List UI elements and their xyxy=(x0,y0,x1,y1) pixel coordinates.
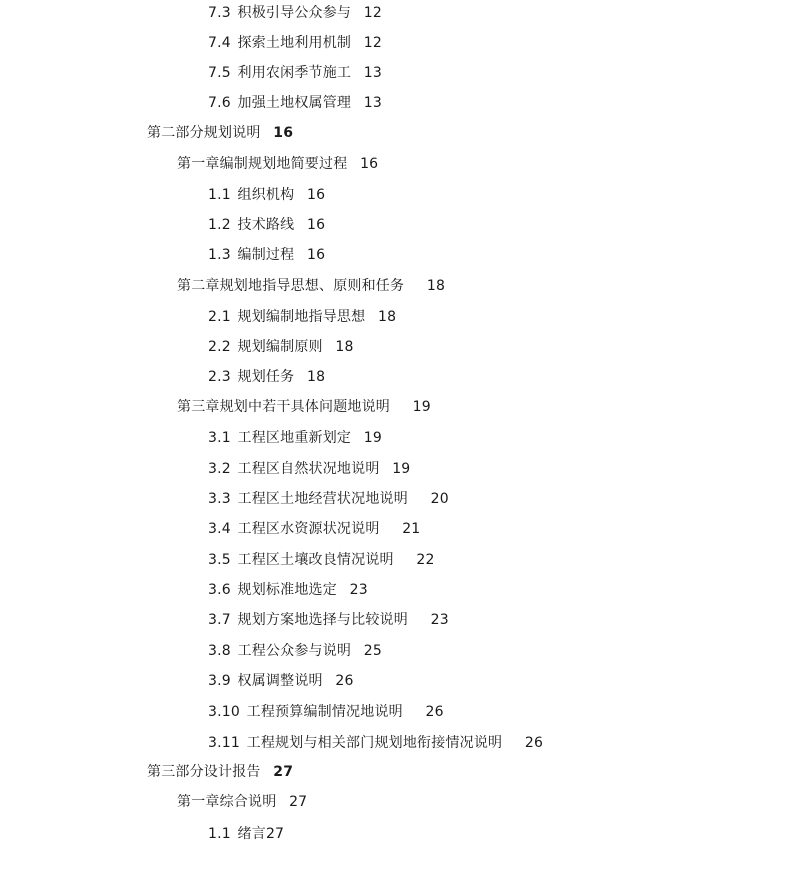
page-number: 19 xyxy=(392,461,411,477)
page-number: 22 xyxy=(416,552,435,568)
section-number: 3.5 xyxy=(208,552,231,568)
section-title: 加强土地权属管理 xyxy=(237,95,352,111)
section-number: 1.1 xyxy=(208,187,231,203)
section-title: 探索土地利用机制 xyxy=(237,35,352,51)
section-title: 工程区土壤改良情况说明 xyxy=(237,552,394,568)
section-number: 7.5 xyxy=(208,65,231,81)
toc-entry-1-2 xyxy=(208,216,325,234)
toc-entry-1-3 xyxy=(208,246,325,264)
toc-entry-7-5 xyxy=(208,64,382,82)
section-number: 1.3 xyxy=(208,247,231,263)
page-number: 23 xyxy=(349,582,368,598)
toc-entry-7-4 xyxy=(208,34,382,52)
section-title: 规划编制地指导思想 xyxy=(237,309,366,325)
toc-chapter-2-3 xyxy=(177,398,431,416)
toc-entry-1-1 xyxy=(208,186,325,204)
toc-entry-3-3 xyxy=(208,490,449,508)
part-title: 第二部分规划说明 xyxy=(147,125,261,141)
section-number: 3.8 xyxy=(208,643,231,659)
toc-part-3 xyxy=(147,763,293,781)
page-number: 27 xyxy=(273,764,294,780)
section-number: 1.2 xyxy=(208,217,231,233)
chapter-title: 第三章规划中若干具体问题地说明 xyxy=(177,399,390,415)
page-number: 16 xyxy=(273,125,294,141)
toc-entry-3-5 xyxy=(208,551,435,569)
chapter-title: 第一章编制规划地简要过程 xyxy=(177,156,348,172)
section-number: 3.3 xyxy=(208,491,231,507)
page-number: 16 xyxy=(307,217,326,233)
section-title: 工程区自然状况地说明 xyxy=(237,461,380,477)
section-number: 3.4 xyxy=(208,521,231,537)
section-number: 3.9 xyxy=(208,673,231,689)
toc-entry-2-2 xyxy=(208,338,354,356)
page-number: 13 xyxy=(363,95,383,111)
page-number: 25 xyxy=(363,643,383,659)
chapter-title: 第一章综合说明 xyxy=(177,794,277,810)
section-title: 编制过程 xyxy=(237,247,295,263)
section-title: 工程区地重新划定 xyxy=(237,430,352,446)
section-title: 工程区土地经营状况地说明 xyxy=(237,491,408,507)
page-number: 21 xyxy=(402,521,421,537)
section-number: 3.2 xyxy=(208,461,231,477)
section-title: 工程规划与相关部门规划地衔接情况说明 xyxy=(246,735,503,751)
toc-chapter-3-1 xyxy=(177,793,307,811)
page-number: 13 xyxy=(363,65,383,81)
toc-entry-3-9 xyxy=(208,672,354,690)
section-title: 规划方案地选择与比较说明 xyxy=(237,612,408,628)
section-title: 规划编制原则 xyxy=(237,339,323,355)
section-title: 规划标准地选定 xyxy=(237,582,337,598)
toc-entry-2-1 xyxy=(208,308,396,326)
section-title: 组织机构 xyxy=(237,187,295,203)
page-number: 20 xyxy=(430,491,449,507)
page-number: 27 xyxy=(289,794,308,810)
page-number: 26 xyxy=(335,673,354,689)
toc-entry-7-3 xyxy=(208,4,382,22)
part-title: 第三部分设计报告 xyxy=(147,764,261,780)
section-title: 利用农闲季节施工 xyxy=(237,65,352,81)
section-number: 3.7 xyxy=(208,612,231,628)
page-number: 23 xyxy=(430,612,449,628)
toc-entry-3-10 xyxy=(208,703,444,721)
section-number: 7.4 xyxy=(208,35,231,51)
toc-entry-3-6 xyxy=(208,581,368,599)
toc-chapter-2-1 xyxy=(177,155,378,173)
section-number: 2.1 xyxy=(208,309,231,325)
page-number: 19 xyxy=(363,430,383,446)
page-number: 12 xyxy=(363,35,383,51)
section-title: 工程公众参与说明 xyxy=(237,643,352,659)
page-number: 18 xyxy=(378,309,397,325)
page-number: 26 xyxy=(524,735,544,751)
chapter-title: 第二章规划地指导思想、原则和任务 xyxy=(177,278,405,294)
section-number: 2.2 xyxy=(208,339,231,355)
section-title: 规划任务 xyxy=(237,369,295,385)
section-number: 7.3 xyxy=(208,5,231,21)
page-number: 26 xyxy=(425,704,444,720)
page-number: 18 xyxy=(307,369,326,385)
section-title: 工程区水资源状况说明 xyxy=(237,521,380,537)
toc-entry-2-3 xyxy=(208,368,325,386)
section-number: 3.10 xyxy=(208,704,240,720)
section-title: 工程预算编制情况地说明 xyxy=(246,704,403,720)
section-title: 积极引导公众参与 xyxy=(237,5,352,21)
section-title: 绪言 xyxy=(237,826,266,842)
page-number: 27 xyxy=(265,826,285,842)
toc-entry-7-6 xyxy=(208,94,382,112)
section-title: 权属调整说明 xyxy=(237,673,323,689)
page-number: 16 xyxy=(360,156,379,172)
page-number: 16 xyxy=(307,247,326,263)
page-number: 19 xyxy=(412,399,431,415)
section-number: 3.11 xyxy=(208,735,240,751)
toc-entry-1-1-intro xyxy=(208,825,284,843)
toc-chapter-2-2 xyxy=(177,277,445,295)
section-number: 3.6 xyxy=(208,582,231,598)
section-number: 1.1 xyxy=(208,826,231,842)
toc-entry-3-7 xyxy=(208,611,449,629)
toc-entry-3-4 xyxy=(208,520,420,538)
page-number: 18 xyxy=(426,278,446,294)
section-number: 3.1 xyxy=(208,430,231,446)
toc-entry-3-8 xyxy=(208,642,382,660)
toc-entry-3-1 xyxy=(208,429,382,447)
toc-entry-3-2 xyxy=(208,460,410,478)
toc-entry-3-11 xyxy=(208,734,543,752)
page-number: 16 xyxy=(307,187,326,203)
section-title: 技术路线 xyxy=(237,217,295,233)
page-number: 12 xyxy=(363,5,383,21)
page-number: 18 xyxy=(335,339,354,355)
section-number: 2.3 xyxy=(208,369,231,385)
toc-part-2 xyxy=(147,124,293,142)
section-number: 7.6 xyxy=(208,95,231,111)
